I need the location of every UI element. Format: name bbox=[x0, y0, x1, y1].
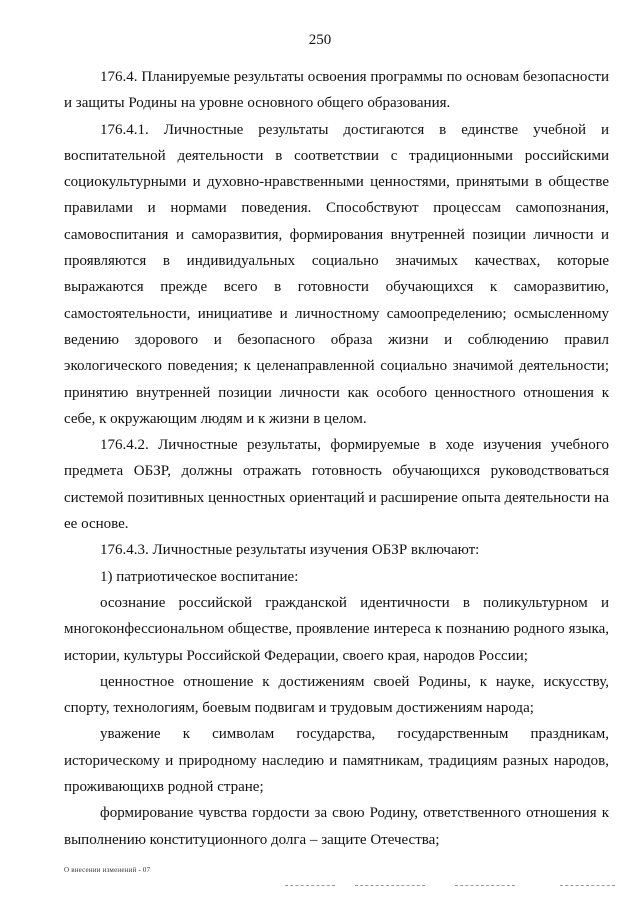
paragraph-176-4-3: 176.4.3. Личностные результаты изучения ОБЗР включают: bbox=[100, 542, 480, 559]
document-body bbox=[64, 64, 609, 853]
scan-artifact-line bbox=[355, 885, 425, 886]
paragraph-176-4-2: 176.4.2. Личностные результаты, формируемые в ходе изучения учебного предмета ОБЗР, должны отражать готовность обучающихся руководствоваться системой позитивных ценностных ориентаций и расширение опыта деятельности на ее основе. bbox=[64, 437, 609, 533]
paragraph-civic-identity: осознание российской гражданской идентичности в поликультурном и многоконфессиональном обществе, проявление интереса к познанию родного языка, истории, культуры Российской Федерации, своего края, народов России; bbox=[64, 594, 609, 664]
paragraph-value-attitude: ценностное отношение к достижениям своей Родины, к науке, искусству, спорту, технологиям, боевым подвигам и трудовым достижениям народа; bbox=[64, 673, 609, 717]
paragraph-pride-homeland: формирование чувства гордости за свою Родину, ответственного отношения к выполнению конституционного долга – защите Отечества; bbox=[64, 805, 609, 848]
scan-artifact-line bbox=[560, 885, 615, 886]
scan-artifact-line bbox=[455, 885, 515, 886]
paragraph-176-4: 176.4. Планируемые результаты освоения программы по основам безопасности и защиты Родины на уровне основного общего образования. bbox=[64, 69, 609, 112]
paragraph-176-4-1: 176.4.1. Личностные результаты достигаются в единстве учебной и воспитательной деятельности в соответствии с традиционными российскими социокультурными и духовно-нравственными ценностями, принятыми в обществе правилами и нормами поведения. Способствуют процессам самопознания, самовоспитания и саморазвития, формирования внутренней позиции личности и проявляются в индивидуальных социально значимых качествах, которые выражаются прежде всего в готовности обучающихся к саморазвитию, самостоятельности, инициативе и личностному самоопределению; осмысленному ведению здорового и безопасного образа жизни и соблюдению правил экологического поведения; к целенаправленной социально значимой деятельности; принятию внутренней позиции личности как особого ценностного отношения к себе, к окружающим людям и к жизни в целом. bbox=[64, 121, 609, 427]
list-item-patriotic-education: 1) патриотическое воспитание: bbox=[100, 568, 299, 585]
scan-artifact-line bbox=[285, 885, 335, 886]
paragraph-respect-symbols: уважение к символам государства, государственным праздникам, историческому и природному наследию и памятникам, традициям разных народов, проживающихв родной стране; bbox=[64, 726, 609, 796]
page-number: 250 bbox=[308, 32, 332, 48]
footer-note: О внесении изменений - 07 bbox=[64, 866, 151, 874]
